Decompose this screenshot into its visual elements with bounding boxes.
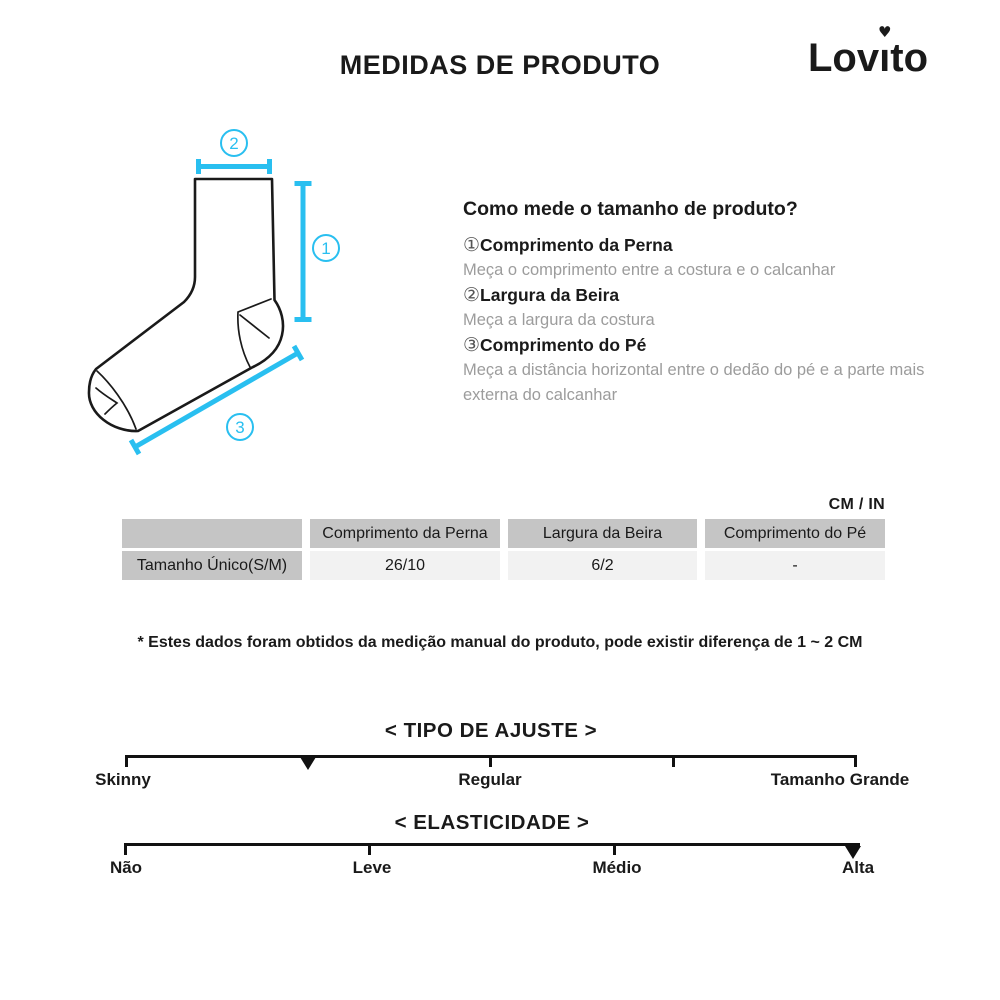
callout-number-1: 1 [321, 239, 331, 258]
fit-type-title: < TIPO DE AJUSTE > [384, 719, 598, 742]
measure-line-1 [295, 181, 312, 322]
callout-number-2: 2 [229, 134, 239, 153]
table-header-empty [122, 519, 302, 548]
measure-desc-1: Meça o comprimento entre a costura e o calcanhar [463, 261, 836, 279]
brand-logo [808, 23, 929, 81]
table-header-foot: Comprimento do Pé [705, 519, 885, 548]
page-title: MEDIDAS DE PRODUTO [339, 50, 661, 80]
measure-name-1: Comprimento da Perna [480, 235, 673, 255]
how-to-item-title [463, 333, 947, 358]
table-value-foot: - [705, 551, 885, 580]
measure-desc-2: Meça a largura da costura [463, 311, 655, 329]
elasticity-tick-0 [124, 843, 127, 855]
how-to-item [463, 283, 947, 333]
circled-number-1: ① [463, 234, 481, 256]
elasticity-title: < ELASTICIDADE > [394, 811, 590, 834]
unit-label: CM / IN [828, 496, 885, 513]
measure-name-2: Largura da Beira [480, 285, 620, 305]
how-to-item-title [463, 283, 947, 308]
measure-line-2 [196, 159, 272, 174]
table-header-rim: Largura da Beira [508, 519, 697, 548]
circled-number-2: ② [463, 284, 481, 306]
callout-number-3: 3 [235, 418, 245, 437]
fit-type-label-skinny: Skinny [95, 770, 151, 789]
how-to-measure-section [463, 198, 947, 408]
heart-icon: ♥ [877, 23, 892, 41]
elasticity-label-leve: Leve [352, 858, 392, 877]
elasticity-label-alta: Alta [841, 858, 875, 877]
sock-measurement-diagram [60, 110, 420, 470]
circled-number-3: ③ [463, 334, 481, 356]
measure-name-3: Comprimento do Pé [480, 335, 647, 355]
how-to-heading: Como mede o tamanho de produto? [463, 198, 798, 220]
elasticity-tick-67 [613, 843, 616, 855]
fit-type-tick-100 [854, 755, 857, 767]
elasticity-tick-33 [368, 843, 371, 855]
elasticity-axis [124, 843, 860, 846]
how-to-item [463, 233, 947, 283]
how-to-item-title [463, 233, 947, 258]
how-to-item [463, 333, 947, 408]
brand-logo-i [877, 23, 892, 81]
table-value-rim: 6/2 [508, 551, 697, 580]
measurement-disclaimer: * Estes dados foram obtidos da medição manual do produto, pode existir diferença de 1 ~ 2 CM [137, 634, 863, 651]
brand-logo-pre: Lov [808, 36, 880, 80]
elasticity-label-nao: Não [109, 858, 143, 877]
table-value-leg: 26/10 [310, 551, 500, 580]
fit-type-label-regular: Regular [458, 770, 522, 789]
brand-logo-i-glyph: ı [879, 36, 891, 80]
fit-type-tick-0 [125, 755, 128, 767]
measure-desc-3: Meça a distância horizontal entre o dedão do pé e a parte mais externa do calcanhar [463, 361, 925, 404]
size-table [122, 519, 885, 580]
fit-type-tick-50 [489, 755, 492, 767]
fit-type-marker-icon [300, 757, 316, 770]
table-row-label: Tamanho Único(S/M) [122, 551, 302, 580]
brand-logo-post: to [890, 36, 929, 80]
table-header-leg: Comprimento da Perna [310, 519, 500, 548]
fit-type-tick-75 [672, 755, 675, 767]
elasticity-label-medio: Médio [592, 858, 642, 877]
fit-type-label-large: Tamanho Grande [770, 770, 910, 789]
